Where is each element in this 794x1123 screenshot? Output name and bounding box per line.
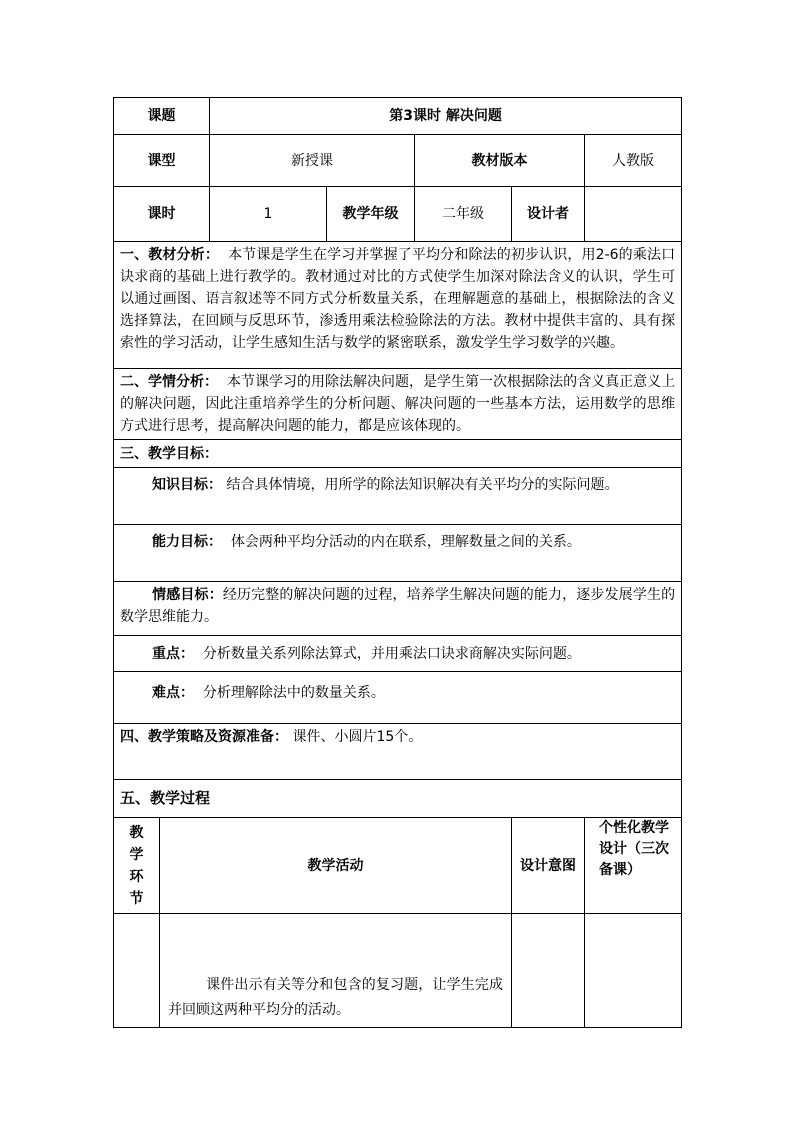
designer-label: 设计者: [512, 187, 585, 242]
emotion-goal-cell: [114, 582, 682, 636]
student-analysis-cell: [114, 369, 682, 440]
difficulty-row: [114, 672, 682, 724]
process-row-1-activity: 课件出示有关等分和包含的复习题，让学生完成并回顾这两种平均分的活动。: [168, 977, 503, 1018]
type-label: 课型: [114, 135, 210, 187]
ability-goal-row: [114, 525, 682, 582]
goals-title-row: [114, 440, 682, 468]
emotion-goal-text: 经历完整的解决问题的过程，培养学生解决问题的能力，逐步发展学生的数学思维能力。: [120, 587, 676, 625]
process-row-1-intent: [512, 914, 585, 1028]
designer-value: [585, 187, 682, 242]
knowledge-goal-text: 结合具体情境，用所学的除法知识解决有关平均分的实际问题。: [226, 477, 619, 493]
key-point-cell: [114, 636, 682, 672]
hours-label: 课时: [114, 187, 210, 242]
hours-row: [114, 187, 682, 242]
topic-row: [114, 98, 682, 135]
strategy-title: 四、教学策略及资源准备：: [120, 729, 288, 745]
ability-goal-cell: [114, 525, 682, 582]
process-header-row: [114, 818, 682, 914]
key-point-text: 分析数量关系列除法算式，并用乘法口诀求商解决实际问题。: [202, 645, 581, 662]
material-analysis-cell: [114, 242, 682, 369]
type-row: [114, 135, 682, 187]
knowledge-goal-label: 知识目标：: [152, 477, 222, 493]
ability-goal-text: 体会两种平均分活动的内在联系，理解数量之间的关系。: [230, 534, 581, 550]
lesson-plan-table: [113, 97, 682, 1028]
hours-value: 1: [210, 187, 327, 242]
edition-value: 人教版: [585, 135, 682, 187]
process-row-1-personal: [585, 914, 682, 1028]
topic-label: 课题: [114, 98, 210, 135]
difficulty-text: 分析理解除法中的数量关系。: [202, 685, 385, 701]
grade-value: 二年级: [415, 187, 512, 242]
knowledge-goal-row: [114, 468, 682, 525]
process-title-cell: [114, 780, 682, 818]
strategy-row: [114, 724, 682, 780]
col-intent-header: 设计意图: [512, 818, 585, 914]
material-analysis-title: 一、教材分析：: [120, 247, 219, 263]
edition-label: 教材版本: [415, 135, 585, 187]
col-stage-header: 教学环节: [114, 818, 160, 914]
strategy-text: 课件、小圆片15个。: [292, 729, 423, 745]
topic-value: 第3课时 解决问题: [210, 98, 682, 135]
student-analysis-text: 本节课学习的用除法解决问题，是学生第一次根据除法的含义真正意义上的解决问题，因此注重培养学生的分析问题、解决问题的一些基本方法，运用数学的思维方式进行思考，提高解决问题的能力，都是应该体现的。: [120, 374, 676, 434]
process-row-1-stage: [114, 914, 160, 1028]
process-title-row: [114, 780, 682, 818]
key-point-row: [114, 636, 682, 672]
process-row-1: [114, 914, 682, 1028]
process-title: 五、教学过程: [120, 789, 211, 807]
difficulty-cell: [114, 672, 682, 724]
ability-goal-label: 能力目标：: [152, 534, 222, 550]
emotion-goal-label: 情感目标：: [152, 587, 223, 603]
difficulty-label: 难点：: [152, 685, 194, 701]
col-personal-header: 个性化教学设计（三次备课）: [585, 818, 682, 914]
goals-title-cell: [114, 440, 682, 468]
grade-label: 教学年级: [327, 187, 415, 242]
col-activity-header: 教学活动: [160, 818, 512, 914]
knowledge-goal-cell: [114, 468, 682, 525]
material-analysis-row: [114, 242, 682, 369]
emotion-goal-row: [114, 582, 682, 636]
student-analysis-row: [114, 369, 682, 440]
process-row-1-activity-cell: [160, 914, 512, 1028]
key-point-label: 重点：: [152, 645, 194, 662]
type-value: 新授课: [210, 135, 415, 187]
strategy-cell: [114, 724, 682, 780]
material-analysis-text: 本节课是学生在学习并掌握了平均分和除法的初步认识，用2-6的乘法口诀求商的基础上进行教学的。教材通过对比的方式使学生加深对除法含义的认识，学生可以通过画图、语言叙述等不同方式分析数量关系，在理解题意的基础上，根据除法的含义选择算法，在回顾与反思环节，渗透用乘法检验除法的方法。教材中提供丰富的、具有探索性的学习活动，让学生感知生活与数学的紧密联系，激发学生学习数学的兴趣。: [120, 247, 676, 351]
goals-title: 三、教学目标：: [120, 445, 218, 462]
student-analysis-title: 二、学情分析：: [120, 374, 219, 390]
